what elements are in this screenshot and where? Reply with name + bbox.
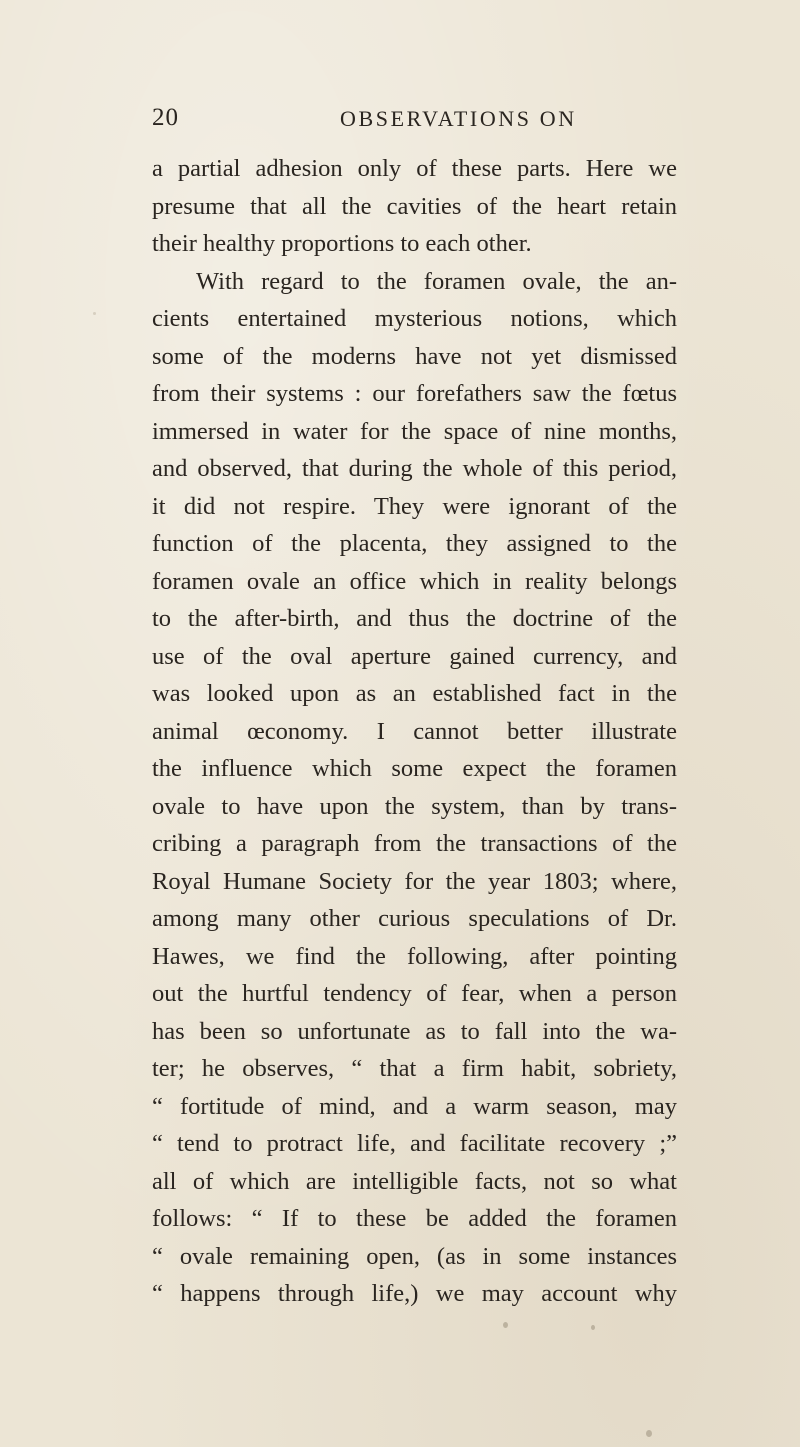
text-line: cribing a paragraph from the transactions of the xyxy=(152,830,677,857)
text-line: all of which are intelligible facts, not so what xyxy=(152,1167,677,1195)
text-line: their healthy proportions to each other. xyxy=(152,230,532,257)
text-line: ter; he observes, “ that a firm habit, sobriety, xyxy=(152,1055,677,1082)
text-line: and observed, that during the whole of this period, xyxy=(152,455,677,482)
text-line: the influence which some expect the foramen xyxy=(152,755,677,782)
paper-speck xyxy=(503,1322,508,1328)
text-line: to the after-birth, and thus the doctrine of the xyxy=(152,605,677,632)
text-line: Royal Humane Society for the year 1803; where, xyxy=(152,867,677,895)
page-number: 20 xyxy=(152,104,179,131)
running-title: OBSERVATIONS ON xyxy=(340,106,577,131)
text-line: Hawes, we find the following, after pointing xyxy=(152,942,677,970)
paper-speck xyxy=(591,1325,595,1330)
paper-speck xyxy=(646,1430,652,1437)
text-line: follows: “ If to these be added the foramen xyxy=(152,1205,677,1232)
text-line: “ happens through life,) we may account why xyxy=(152,1280,677,1307)
text-line: “ ovale remaining open, (as in some instances xyxy=(152,1242,677,1270)
text-line: from their systems : our forefathers saw the fœtus xyxy=(152,380,677,407)
text-line: presume that all the cavities of the heart retain xyxy=(152,192,677,220)
text-line: use of the oval aperture gained currency, and xyxy=(152,642,677,670)
text-line: has been so unfortunate as to fall into the wa- xyxy=(152,1017,677,1045)
text-line: some of the moderns have not yet dismissed xyxy=(152,342,677,370)
text-line: it did not respire. They were ignorant of the xyxy=(152,492,677,520)
text-line: “ tend to protract life, and facilitate recovery ;” xyxy=(152,1130,677,1157)
running-head xyxy=(152,104,682,138)
text-line: With regard to the foramen ovale, the an- xyxy=(196,267,677,295)
paper-speck xyxy=(93,312,96,315)
text-line: foramen ovale an office which in reality belongs xyxy=(152,567,677,595)
text-line: immersed in water for the space of nine months, xyxy=(152,417,677,445)
text-line: a partial adhesion only of these parts. Here we xyxy=(152,155,677,182)
body-text xyxy=(152,150,677,1313)
text-line: out the hurtful tendency of fear, when a person xyxy=(152,980,677,1007)
text-line: ovale to have upon the system, than by trans- xyxy=(152,792,677,820)
text-line: function of the placenta, they assigned to the xyxy=(152,530,677,557)
text-line: was looked upon as an established fact in the xyxy=(152,680,677,707)
text-line: “ fortitude of mind, and a warm season, may xyxy=(152,1092,677,1120)
text-line: among many other curious speculations of Dr. xyxy=(152,905,677,932)
text-line: animal œconomy. I cannot better illustrate xyxy=(152,717,677,745)
text-line: cients entertained mysterious notions, which xyxy=(152,305,677,332)
